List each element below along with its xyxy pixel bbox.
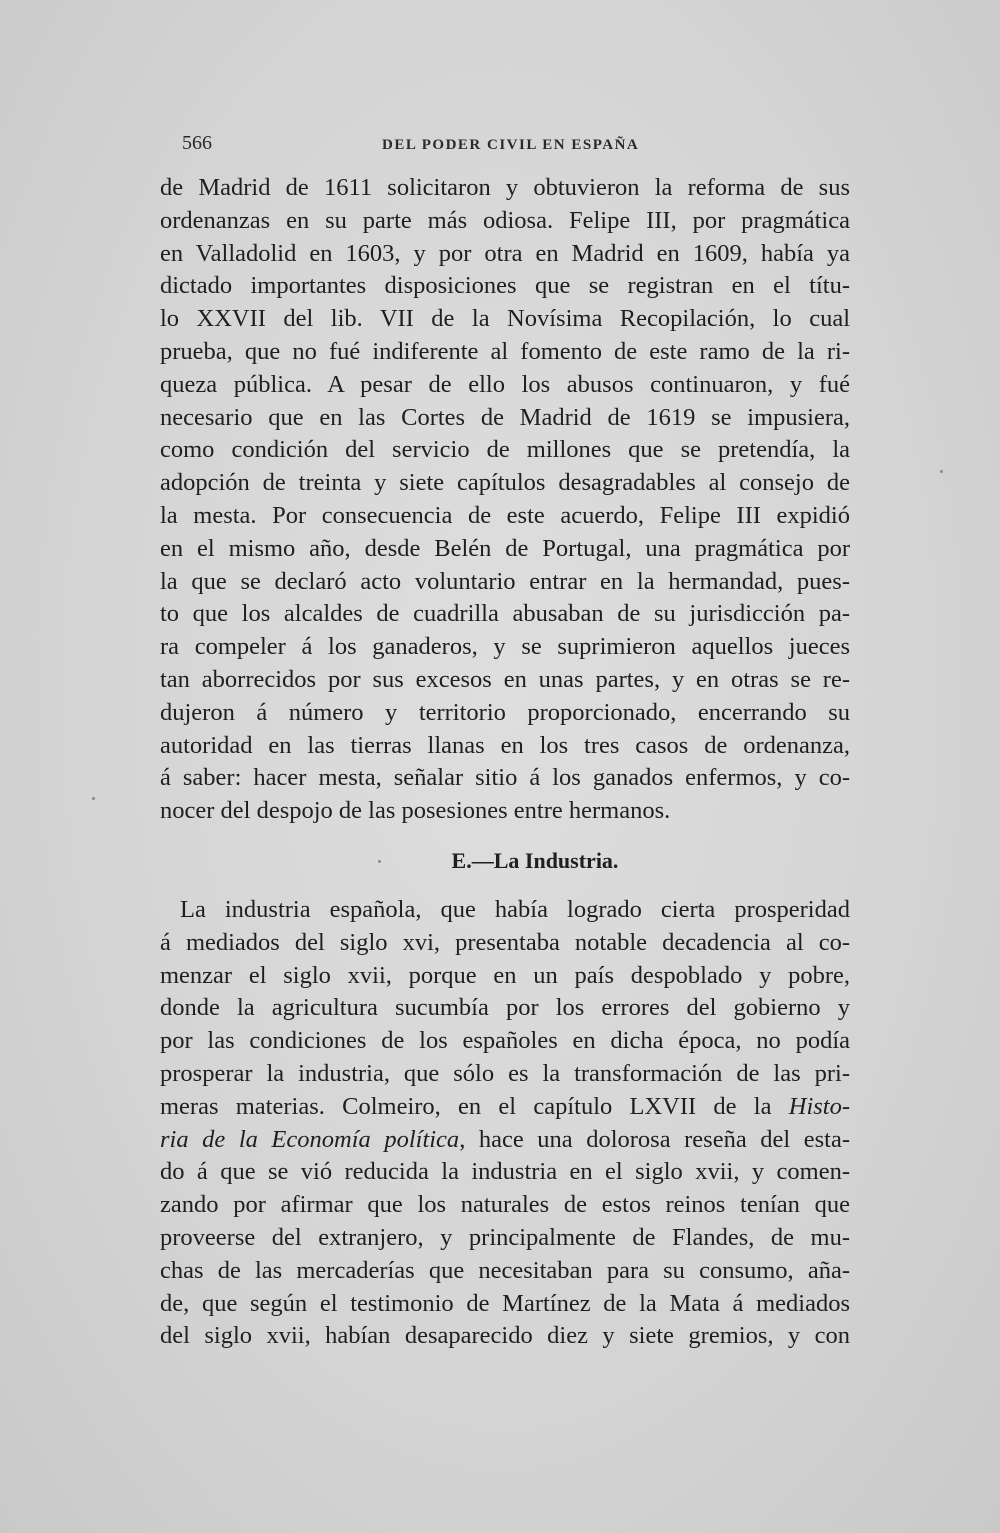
text-line: lo XXVII del lib. VII de la Novísima Recopilación, lo cual [160, 305, 850, 333]
text-fragment: , hace una dolorosa reseña del esta- [459, 1125, 850, 1153]
text-line: en el mismo año, desde Belén de Portugal, una pragmática por [160, 534, 850, 562]
text-line: menzar el siglo xvii, porque en un país despoblado y pobre, [160, 961, 850, 989]
text-line: de Madrid de 1611 solicitaron y obtuvieron la reforma de sus [160, 174, 850, 201]
text-line: á saber: hacer mesta, señalar sitio á los ganados enfermos, y co- [160, 764, 850, 792]
text-line: ordenanzas en su parte más odiosa. Felipe III, por pragmática [160, 206, 850, 234]
text-line: chas de las mercaderías que necesitaban para su consumo, aña- [160, 1256, 850, 1284]
text-line: de, que según el testimonio de Martínez de la Mata á mediados [160, 1289, 850, 1317]
text-line: zando por afirmar que los naturales de estos reinos tenían que [160, 1191, 850, 1219]
running-title: DEL PODER CIVIL EN ESPAÑA [382, 137, 640, 153]
text-fragment: meras materias. Colmeiro, en el capítulo LXVII de la [160, 1092, 789, 1120]
text-line: autoridad en las tierras llanas en los tres casos de ordenanza, [160, 731, 850, 759]
text-line: en Valladolid en 1603, y por otra en Madrid en 1609, había ya [160, 239, 850, 267]
text-line: to que los alcaldes de cuadrilla abusaban de su jurisdicción pa- [160, 600, 850, 628]
paper-speck [92, 797, 95, 800]
text-line: adopción de treinta y siete capítulos desagradables al consejo de [160, 469, 850, 497]
paper-speck [378, 860, 381, 863]
text-line: dujeron á número y territorio proporcionado, encerrando su [160, 698, 850, 726]
text-line: del siglo xvii, habían desaparecido diez y siete gremios, y con [160, 1322, 850, 1350]
text-line: prosperar la industria, que sólo es la transformación de las pri- [160, 1059, 850, 1087]
text-line: donde la agricultura sucumbía por los errores del gobierno y [160, 994, 850, 1022]
text-line: do á que se vió reducida la industria en el siglo xvii, y comen- [160, 1158, 850, 1186]
page-number: 566 [182, 132, 212, 154]
text-line: como condición del servicio de millones que se pretendía, la [160, 436, 850, 464]
text-line: tan aborrecidos por sus excesos en unas partes, y en otras se re- [160, 665, 850, 693]
running-head [180, 132, 650, 162]
text-line: dictado importantes disposiciones que se registran en el títu- [160, 272, 850, 300]
text-line: necesario que en las Cortes de Madrid de 1619 se impusiera, [160, 403, 850, 431]
text-line [160, 1091, 850, 1124]
text-line: proveerse del extranjero, y principalmente de Flandes, de mu- [160, 1223, 850, 1251]
text-line: La industria española, que había logrado cierta prosperidad [180, 895, 850, 923]
section-heading: E.—La Industria. [451, 847, 619, 873]
book-title-fragment: Histo- [788, 1092, 850, 1120]
paper-speck [940, 470, 943, 473]
text-line: nocer del despojo de las posesiones entre hermanos. [160, 797, 671, 825]
book-title-fragment: ria de la Economía política [160, 1125, 460, 1153]
text-line: prueba, que no fué indiferente al fomento de este ramo de la ri- [160, 337, 850, 365]
body-text [160, 172, 850, 1353]
paragraph-1 [160, 172, 850, 828]
text-line: la mesta. Por consecuencia de este acuerdo, Felipe III expidió [160, 501, 850, 529]
text-line: queza pública. A pesar de ello los abusos continuaron, y fué [160, 370, 850, 398]
text-line: la que se declaró acto voluntario entrar en la hermandad, pues- [160, 567, 850, 595]
text-line [160, 1124, 850, 1157]
paragraph-2 [160, 894, 850, 1353]
text-line: á mediados del siglo xvi, presentaba notable decadencia al co- [160, 928, 850, 956]
text-line: por las condiciones de los españoles en dicha época, no podía [160, 1027, 850, 1055]
text-line: ra compeler á los ganaderos, y se suprimieron aquellos jueces [160, 633, 850, 661]
